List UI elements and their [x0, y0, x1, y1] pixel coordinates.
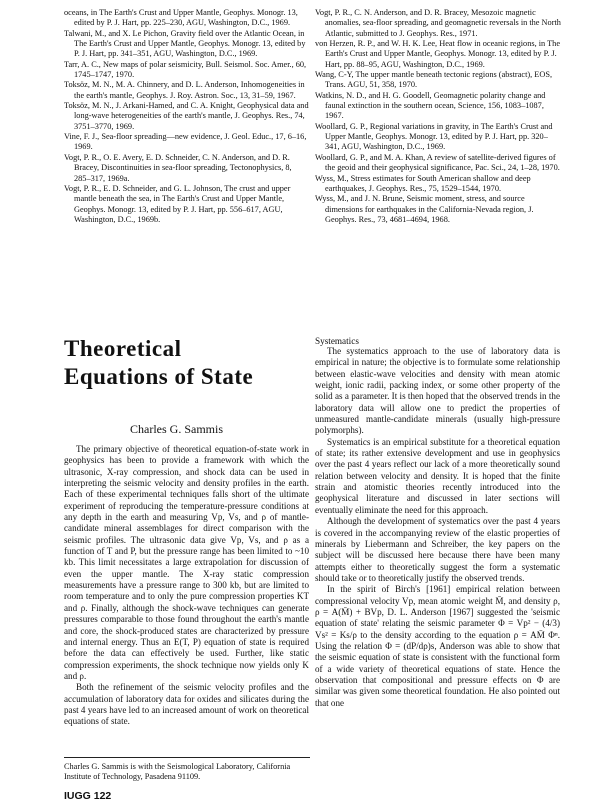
article-title-line-1: Theoretical — [64, 336, 182, 361]
reference-entry: Vine, F. J., Sea-floor spreading—new evidence, J. Geol. Educ., 17, 6–16, 1969. — [64, 132, 307, 152]
reference-entry: Woollard, G. P., Regional variations in gravity, in The Earth's Crust and Upper Mantle, Geophys. Monogr. 13, edited by P. J. Hart, pp. 320–341, AGU, Washington, D.C., 1969. — [315, 121, 553, 152]
reference-entry: Talwani, M., and X. Le Pichon, Gravity field over the Atlantic Ocean, in The Earth's Crust and Upper Mantle, Geophys. Monogr. 13, edited by P. J. Hart, pp. 341–351, AGU, Washington, D.C., 1969. — [64, 28, 306, 59]
reference-entry: Vogt, P. R., E. D. Schneider, and G. L. Johnson, The crust and upper mantle beneath the sea, in The Earth's Crust and Upper Mantle, Geophys. Monogr. 13, edited by P. J. Hart, pp. 556–617, AGU, Washington, D.C., 1969b. — [64, 183, 291, 224]
body-paragraph: Both the refinement of the seismic velocity profiles and the accumulation of laboratory data for oxides and silicates during the past 4 years have led to an increased amount of work on theoretical equations of state. — [64, 682, 309, 727]
references-left-column — [64, 8, 310, 225]
reference-entry: Tarr, A. C., New maps of polar seismicity, Bull. Seismol. Soc. Amer., 60, 1745–1747, 1970. — [64, 59, 307, 80]
article-title — [64, 335, 304, 391]
reference-entry: Watkins, N. D., and H. G. Goodell, Geomagnetic polarity change and faunal extinction in the southern ocean, Science, 156, 1083–1087, 1967. — [315, 90, 546, 121]
references-right-column — [315, 8, 561, 225]
author-affiliation-footnote: Charles G. Sammis is with the Seismological Laboratory, California Institute of Technology, Pasadena 91109. — [64, 762, 291, 782]
reference-entry: Vogt, P. R., C. N. Anderson, and D. R. Bracey, Mesozoic magnetic anomalies, sea-floor spreading, and geomagnetic reversals in the North Atlantic, submitted to J. Geophys. Res., 1971. — [315, 8, 561, 38]
reference-entry: Vogt, P. R., O. E. Avery, E. D. Schneider, C. N. Anderson, and D. R. Bracey, Discontinuities in sea-floor spreading, Tectonophysics, 8, 285–317, 1969a. — [64, 152, 292, 183]
reference-entry: Wyss, M., Stress estimates for South American shallow and deep earthquakes, J. Geophys. Res., 75, 1529–1544, 1970. — [315, 173, 531, 193]
reference-entry: oceans, in The Earth's Crust and Upper Mantle, Geophys. Monogr. 13, edited by P. J. Hart, pp. 225–230, AGU, Washington, D.C., 1969. — [64, 8, 298, 28]
reference-entry: Toksöz, M. N., J. Arkani-Hamed, and C. A. Knight, Geophysical data and long-wave heterogeneities of the earth's mantle, J. Geophys. Res., 74, 3751–3770, 1969. — [64, 101, 309, 131]
reference-entry: Woollard, G. P., and M. A. Khan, A review of satellite-derived figures of the geoid and their geophysical significance, Pac. Sci., 24, 1–28, 1970. — [315, 152, 560, 173]
section-heading: Systematics — [315, 336, 359, 346]
reference-entry: Toksöz, M. N., M. A. Chinnery, and D. L. Anderson, Inhomogeneities in the earth's mantle, Geophys. J. Roy. Astron. Soc., 13, 31–59, 1967. — [64, 80, 305, 100]
body-paragraph: Systematics is an empirical substitute for a theoretical equation of state; its rather extensive development and use in geophysics over the past 4 years reflect our lack of a more theoretically sound relation between velocity and density. It is hoped that the finite strain and atomistic theories recently introduced into the geophysical literature and discussed in later sections will eventually eliminate the need for this approach. — [315, 436, 560, 515]
article-title-line-2: Equations of State — [64, 364, 254, 389]
body-right-column — [315, 346, 560, 709]
reference-entry: von Herzen, R. P., and W. H. K. Lee, Heat flow in oceanic regions, in The Earth's Crust and Upper Mantle, Geophys. Monogr. 13, edited by P. J. Hart, pp. 88–95, AGU, Washington, D.C., 1969. — [315, 39, 561, 69]
reference-entry: Wyss, M., and J. N. Brune, Seismic moment, stress, and source dimensions for earthquakes in the California-Nevada region, J. Geophys. Res., 73, 4681–4694, 1968. — [315, 194, 534, 224]
body-left-column — [64, 444, 309, 728]
body-paragraph: The systematics approach to the use of laboratory data is empirical in nature; the objective is to formulate some relationship between elastic-wave velocities and density with mean atomic weight, ionic radii, packing index, or some other property of the solid as a parameter. It is then hoped that the observed trends in the laboratory data will allow one to predict the properties of unmeasured mantle-candidate minerals (usually high-pressure polymorphs). — [315, 346, 560, 436]
page-number: IUGG 122 — [64, 790, 112, 802]
body-paragraph: The primary objective of theoretical equation-of-state work in geophysics has been to provide a framework with which the ultrasonic, X-ray compression, and shock data can be used in interpreting the seismic velocity and density profiles in the earth. Each of these experimental techniques falls short of the ultimate experiment of reproducing the temperature-pressure conditions at any depth in the earth and measuring Vp, Vs, and ρ of mantle-candidate mineral assemblages for direct comparison with the seismic profiles. The ultrasonic data give Vp, Vs, and ρ as a function of T and P, but the pressure range has been limited to ~10 kb. This limit necessitates a large extrapolation for discussion of even the upper mantle. The X-ray static compression measurements have a pressure range to 300 kb, but are limited to room temperature and to only the pure compression properties KT and ρ. Finally, although the shock-wave techniques can generate pressures comparable to those found throughout the earth's mantle and core, the shock-produced states are characterized by pressure and internal energy. Thus an E(T, P) equation of state is required before the data can effectively be used. Further, like static compression experiments, the shock technique now yields only K and ρ. — [64, 444, 309, 681]
reference-entry: Wang, C-Y, The upper mantle beneath tectonic regions (abstract), EOS, Trans. AGU, 51, 358, 1970. — [315, 70, 553, 90]
footnote-divider — [64, 757, 310, 758]
article-author: Charles G. Sammis — [130, 422, 223, 436]
body-paragraph: Although the development of systematics over the past 4 years is covered in the accompanying review of the elastic properties of minerals by Liebermann and Schreiber, the key papers on the subject will be discussed here because there have been many attempts either to theoretically suggest the form a systematic should take or to theoretically justify the observed trends. — [315, 516, 560, 583]
body-paragraph: In the spirit of Birch's [1961] empirical relation between compressional velocity Vp, mean atomic weight M̄, and density ρ, ρ = A(M̄) + BVp, D. L. Anderson [1967] suggested the 'seismic equation of state' relating the seismic parameter Φ = Vp² − (4/3) Vs² = Ks/ρ to the density according to the equation ρ = AM̄ Φⁿ. Using the relation Φ = (dP/dρ)s, Anderson was able to show that the seismic equation of state is consistent with the functional form of a wide variety of theoretical equations of state. Hence the observation that compositional and pressure effects on Φ are similar was given some theoretical foundation. He also pointed out that one — [315, 584, 560, 708]
